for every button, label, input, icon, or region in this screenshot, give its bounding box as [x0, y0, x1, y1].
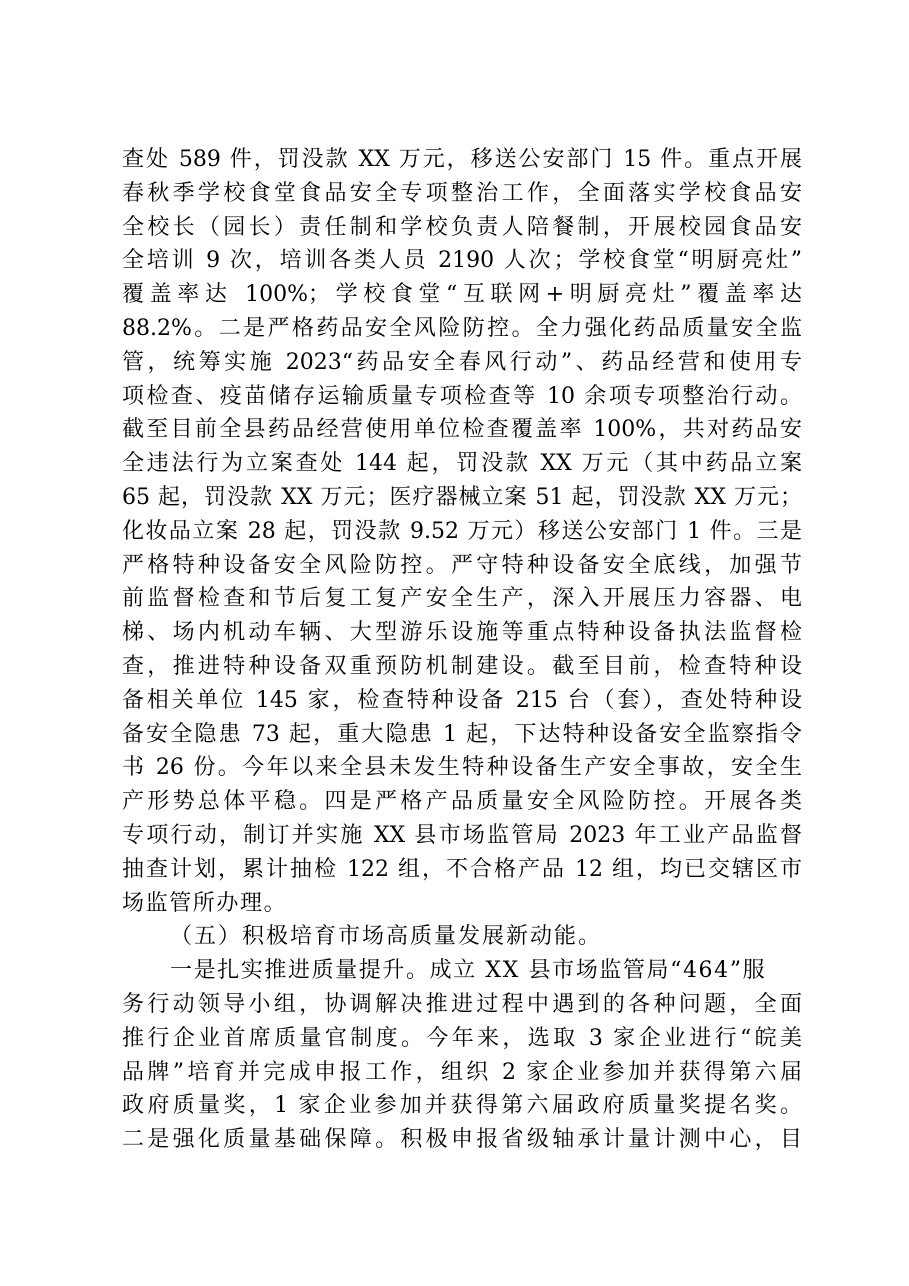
text-line: 65 起，罚没款 XX 万元；医疗器械立案 51 起，罚没款 XX 万元； — [122, 484, 802, 510]
section-heading: （五）积极培育市场高质量发展新动能。 — [170, 924, 603, 950]
text-line: 严格特种设备安全风险防控。严守特种设备安全底线，加强节 — [122, 552, 802, 578]
text-line: 专项行动，制订并实施 XX 县市场监管局 2023 年工业产品监督 — [122, 822, 802, 848]
text-line: 化妆品立案 28 起，罚没款 9.52 万元）移送公安部门 1 件。三是 — [122, 518, 802, 544]
text-line: 抽查计划，累计抽检 122 组，不合格产品 12 组，均已交辖区市 — [122, 856, 802, 882]
text-line: 梯、场内机动车辆、大型游乐设施等重点特种设备执法监督检 — [122, 620, 802, 646]
text-line: 推行企业首席质量官制度。今年来，选取 3 家企业进行“皖美 — [122, 1025, 802, 1051]
text-line: 全培训 9 次，培训各类人员 2190 人次；学校食堂“明厨亮灶” — [122, 248, 802, 274]
text-line: 场监管所办理。 — [122, 890, 288, 916]
text-line: 全校长（园长）责任制和学校负责人陪餐制，开展校园食品安 — [122, 214, 802, 240]
text-line: 一是扎实推进质量提升。成立 XX 县市场监管局“464”服 — [170, 958, 767, 984]
text-line: 春秋季学校食堂食品安全专项整治工作，全面落实学校食品安 — [122, 180, 802, 206]
text-line: 覆盖率达 100%；学校食堂“互联网+明厨亮灶”覆盖率达 — [122, 282, 802, 308]
text-line: 查处 589 件，罚没款 XX 万元，移送公安部门 15 件。重点开展 — [122, 147, 802, 172]
text-line: 备安全隐患 73 起，重大隐患 1 起，下达特种设备安全监察指令 — [122, 721, 802, 747]
text-line: 全违法行为立案查处 144 起，罚没款 XX 万元（其中药品立案 — [122, 451, 802, 477]
body-text — [122, 143, 802, 1157]
text-line: 备相关单位 145 家，检查特种设备 215 台（套），查处特种设 — [122, 687, 802, 713]
text-line: 务行动领导小组，协调解决推进过程中遇到的各种问题，全面 — [122, 991, 802, 1017]
text-line: 前监督检查和节后复工复产安全生产，深入开展压力容器、电 — [122, 586, 802, 612]
text-line: 书 26 份。今年以来全县未发生特种设备生产安全事故，安全生 — [122, 755, 802, 781]
text-line: 产形势总体平稳。四是严格产品质量安全风险防控。开展各类 — [122, 789, 802, 815]
text-line: 政府质量奖，1 家企业参加并获得第六届政府质量奖提名奖。 — [122, 1093, 802, 1119]
text-line: 二是强化质量基础保障。积极申报省级轴承计量计测中心，目 — [122, 1127, 802, 1153]
text-line: 品牌”培育并完成申报工作，组织 2 家企业参加并获得第六届 — [122, 1059, 802, 1085]
text-line: 管，统筹实施 2023“药品安全春风行动”、药品经营和使用专 — [122, 349, 802, 375]
text-line: 88.2%。二是严格药品安全风险防控。全力强化药品质量安全监 — [122, 315, 802, 341]
text-line: 截至目前全县药品经营使用单位检查覆盖率 100%，共对药品安 — [122, 417, 802, 443]
text-line: 项检查、疫苗储存运输质量专项检查等 10 余项专项整治行动。 — [122, 383, 802, 409]
text-line: 查，推进特种设备双重预防机制建设。截至目前，检查特种设 — [122, 653, 802, 679]
